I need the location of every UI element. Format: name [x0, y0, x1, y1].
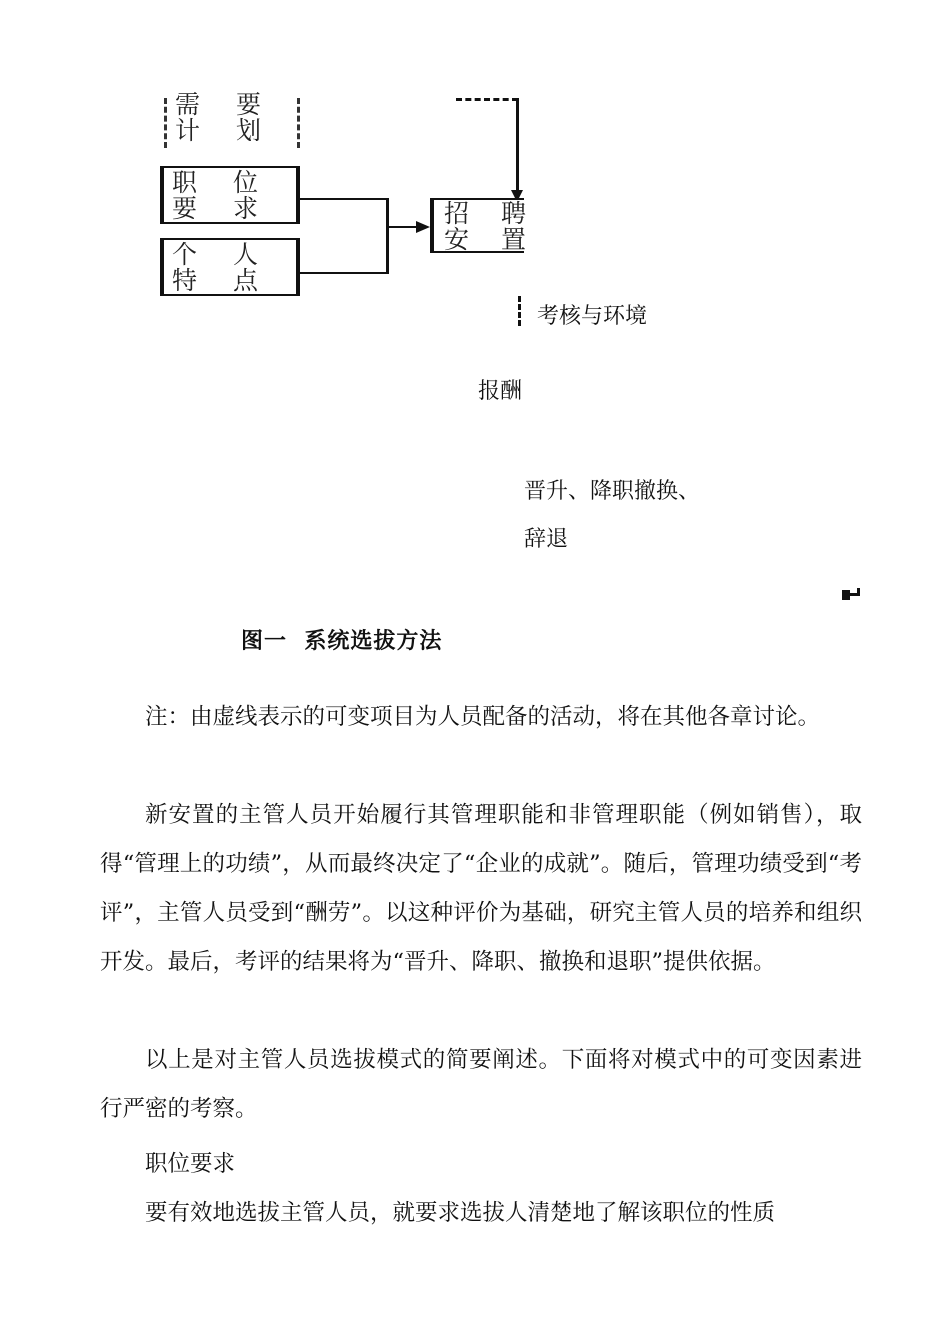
connector-job [300, 198, 388, 200]
connector-down [516, 98, 519, 194]
figure-caption: 图一 系统选拔方法 [241, 628, 443, 654]
paragraph-job-requirements: 要有效地选拔主管人员，就要求选拔人清楚地了解该职位的性质 [145, 1200, 776, 1226]
label-promotion-line1: 晋升、降职撤换、 [524, 479, 701, 504]
box-recruit-place [430, 198, 538, 254]
connector-personal [300, 272, 388, 274]
box-personal-traits-line1: 个 人 [172, 240, 272, 269]
box-needs-plan [164, 90, 300, 148]
section-heading-job-requirements: 职位要求 [145, 1151, 236, 1177]
paragraph-summary: 以上是对主管人员选拔模式的简要阐述。下面将对模式中的可变因素进行严密的考察。 [100, 1047, 862, 1122]
label-promotion-line2: 辞退 [524, 527, 569, 552]
label-compensation: 报酬 [478, 379, 523, 404]
box-needs-plan-line1: 需 要 [175, 90, 275, 119]
box-job-requirements-line2: 要 求 [172, 194, 272, 223]
paragraph-mark-icon [842, 588, 860, 602]
dashed-marker [518, 296, 525, 326]
box-personal-traits [160, 238, 300, 296]
paragraph-process: 新安置的主管人员开始履行其管理职能和非管理职能（例如销售），取得“管理上的功绩”，从而最终决定了“企业的成就”。随后，管理功绩受到“考评”，主管人员受到“酬劳”。以这种评价为基础，研究主管人员的培养和组织开发。最后，考评的结果将为“晋升、降职、撤换和退职”提供依据。 [100, 802, 862, 975]
label-assessment-environment: 考核与环境 [537, 304, 648, 329]
paragraph-note: 注：由虚线表示的可变项目为人员配备的活动，将在其他各章讨论。 [145, 704, 821, 730]
box-job-requirements [160, 166, 300, 224]
box-job-requirements-line1: 职 位 [172, 168, 272, 197]
box-recruit-place-line2: 安 置 [444, 225, 538, 254]
connector-vertical [386, 198, 389, 274]
arrowhead-right-icon [416, 221, 430, 233]
dashed-top-line [456, 98, 518, 101]
box-needs-plan-line2: 计 划 [175, 116, 275, 145]
box-recruit-place-line1: 招 聘 [444, 199, 538, 228]
box-personal-traits-line2: 特 点 [172, 266, 272, 295]
